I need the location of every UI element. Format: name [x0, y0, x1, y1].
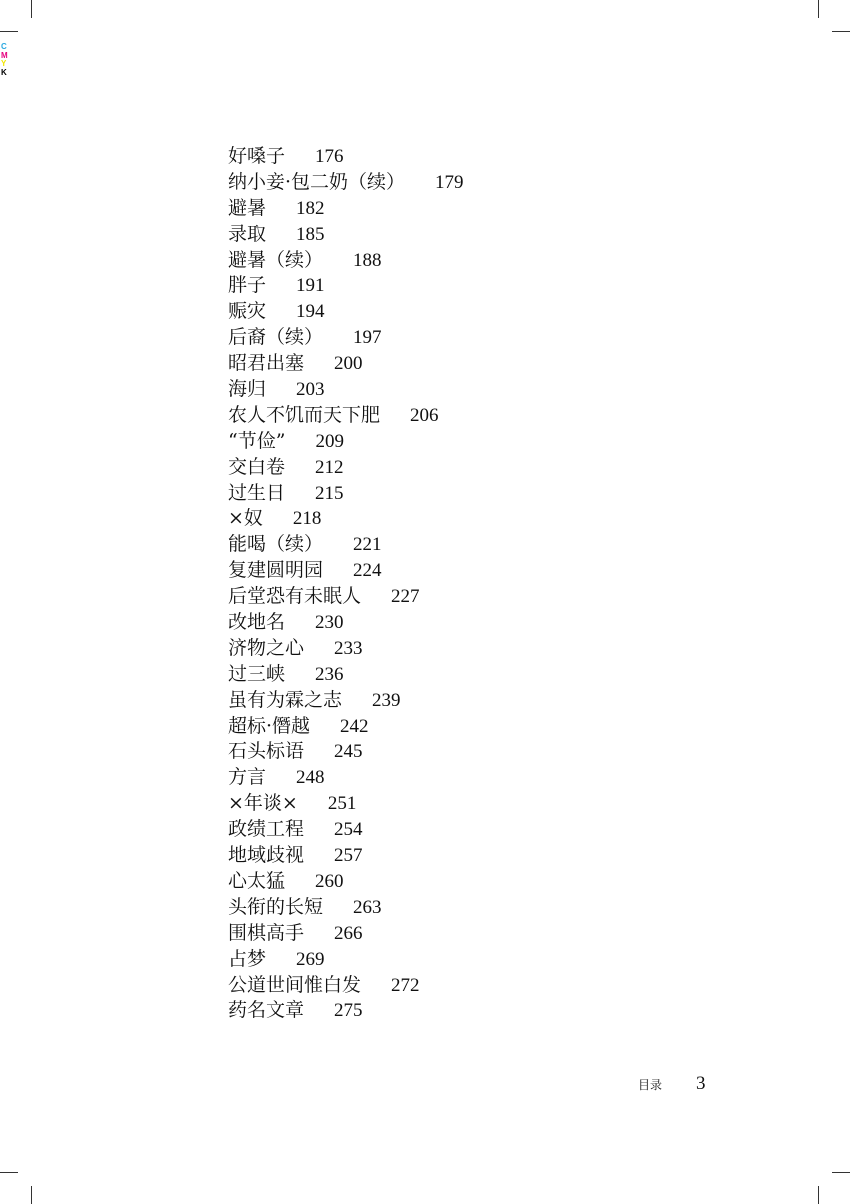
crop-mark	[0, 1172, 18, 1173]
toc-entry-title: 改地名	[228, 611, 286, 634]
crop-mark	[832, 31, 850, 32]
toc-entry-title: 好嗓子	[228, 145, 286, 167]
toc-entry-page: 254	[334, 819, 363, 841]
toc-entry-title: 后堂恐有未眠人	[228, 585, 362, 608]
crop-mark	[31, 0, 32, 18]
toc-entry-page: 200	[334, 353, 363, 375]
toc-entry-title: 过三峡	[228, 662, 286, 685]
cmyk-k: K	[1, 67, 7, 77]
crop-mark	[818, 1186, 819, 1204]
toc-entry-page: 269	[296, 948, 325, 970]
toc-entry	[228, 584, 464, 610]
toc-entry-page: 182	[296, 197, 325, 219]
toc-entry	[228, 377, 464, 403]
toc-entry	[228, 325, 464, 351]
cmyk-y: Y	[1, 59, 7, 68]
toc-list	[228, 144, 464, 1024]
toc-entry-page: 230	[315, 612, 344, 634]
toc-entry-page: 242	[340, 715, 369, 737]
toc-entry-page: 227	[391, 586, 420, 608]
toc-entry-page: 215	[315, 482, 344, 504]
toc-entry-title: 纳小妾·包二奶（续）	[228, 170, 406, 193]
toc-entry	[228, 662, 464, 688]
toc-entry-title: 农人不饥而天下肥	[228, 403, 381, 426]
toc-entry	[228, 688, 464, 714]
toc-entry-title: ×奴	[228, 507, 263, 530]
toc-entry-page: 236	[315, 663, 344, 685]
cmyk-registration-mark	[1, 43, 8, 77]
toc-entry-page: 209	[315, 430, 344, 452]
toc-entry	[228, 843, 464, 869]
toc-entry	[228, 196, 464, 222]
toc-entry	[228, 739, 464, 765]
toc-entry	[228, 532, 464, 558]
toc-entry-page: 263	[353, 896, 382, 918]
toc-entry	[228, 403, 464, 429]
toc-entry	[228, 869, 464, 895]
toc-entry-title: 录取	[228, 222, 267, 245]
page-footer	[638, 1073, 706, 1095]
toc-entry-page: 191	[296, 275, 325, 297]
toc-entry-title: 药名文章	[228, 999, 305, 1022]
toc-entry-page: 206	[410, 404, 439, 426]
toc-entry	[228, 299, 464, 325]
toc-entry-page: 224	[353, 560, 382, 582]
toc-entry	[228, 817, 464, 843]
toc-entry-title: 济物之心	[228, 636, 305, 659]
toc-entry-page: 257	[334, 845, 363, 867]
toc-entry-page: 260	[315, 870, 344, 892]
toc-entry	[228, 144, 464, 170]
toc-entry	[228, 998, 464, 1024]
toc-entry	[228, 791, 464, 817]
toc-entry-page: 203	[296, 379, 325, 401]
toc-entry-title: 能喝（续）	[228, 533, 324, 556]
toc-entry-title: 昭君出塞	[228, 352, 305, 375]
toc-entry-page: 194	[296, 301, 325, 323]
toc-entry-title: 交白卷	[228, 455, 286, 478]
toc-entry-title: 复建圆明园	[228, 559, 324, 582]
toc-entry-page: 185	[296, 223, 325, 245]
toc-entry	[228, 351, 464, 377]
toc-entry-page: 221	[353, 534, 382, 556]
toc-entry-title: ×年谈×	[228, 792, 298, 815]
toc-entry-title: “节俭”	[228, 429, 286, 452]
toc-entry-page: 275	[334, 1000, 363, 1022]
toc-entry	[228, 481, 464, 507]
toc-entry	[228, 222, 464, 248]
toc-entry-title: 避暑（续）	[228, 248, 324, 271]
toc-entry-page: 197	[353, 327, 382, 349]
crop-mark	[832, 1172, 850, 1173]
toc-entry-title: 政绩工程	[228, 818, 305, 841]
toc-entry-page: 218	[292, 508, 322, 530]
crop-mark	[31, 1186, 32, 1204]
toc-entry	[228, 636, 464, 662]
crop-mark	[818, 0, 819, 18]
page-number: 3	[696, 1073, 706, 1094]
toc-entry-page: 245	[334, 741, 363, 763]
toc-entry-title: 心太猛	[228, 869, 286, 892]
toc-entry-title: 赈灾	[228, 300, 267, 323]
toc-entry-title: 公道世间惟白发	[228, 973, 362, 996]
toc-entry-page: 272	[391, 974, 420, 996]
toc-entry	[228, 170, 464, 196]
toc-entry-page: 239	[372, 689, 401, 711]
toc-entry-page: 248	[296, 767, 325, 789]
crop-mark	[0, 31, 18, 32]
toc-entry-title: 过生日	[228, 481, 286, 504]
toc-entry-title: 虽有为霖之志	[228, 688, 343, 711]
toc-entry-title: 占梦	[228, 947, 267, 970]
toc-entry	[228, 455, 464, 481]
toc-entry-title: 超标·僭越	[228, 714, 311, 737]
toc-entry	[228, 610, 464, 636]
toc-entry	[228, 714, 464, 740]
toc-entry	[228, 248, 464, 274]
toc-entry-page: 251	[327, 793, 357, 815]
toc-entry-title: 围棋高手	[228, 921, 305, 944]
toc-entry-title: 石头标语	[228, 740, 305, 763]
toc-entry	[228, 765, 464, 791]
toc-entry-page: 212	[315, 456, 344, 478]
toc-entry	[228, 947, 464, 973]
cmyk-c: C	[1, 42, 7, 51]
toc-entry	[228, 921, 464, 947]
toc-entry-page: 188	[353, 249, 382, 271]
toc-entry-page: 176	[315, 146, 344, 167]
toc-entry-title: 避暑	[228, 196, 267, 219]
toc-entry	[228, 429, 464, 455]
toc-entry	[228, 895, 464, 921]
toc-entry	[228, 506, 464, 532]
toc-entry-page: 266	[334, 922, 363, 944]
cmyk-m: M	[1, 50, 8, 60]
toc-entry-page: 179	[435, 171, 464, 193]
toc-entry-page: 233	[334, 637, 363, 659]
toc-entry-title: 海归	[228, 378, 267, 401]
toc-entry-title: 地域歧视	[228, 844, 305, 867]
toc-entry	[228, 558, 464, 584]
footer-label: 目录	[638, 1078, 663, 1092]
toc-entry-title: 方言	[228, 766, 267, 789]
toc-entry-title: 胖子	[228, 274, 267, 297]
toc-entry	[228, 273, 464, 299]
toc-entry	[228, 973, 464, 999]
toc-entry-title: 头衔的长短	[228, 895, 324, 918]
toc-entry-title: 后裔（续）	[228, 326, 324, 349]
